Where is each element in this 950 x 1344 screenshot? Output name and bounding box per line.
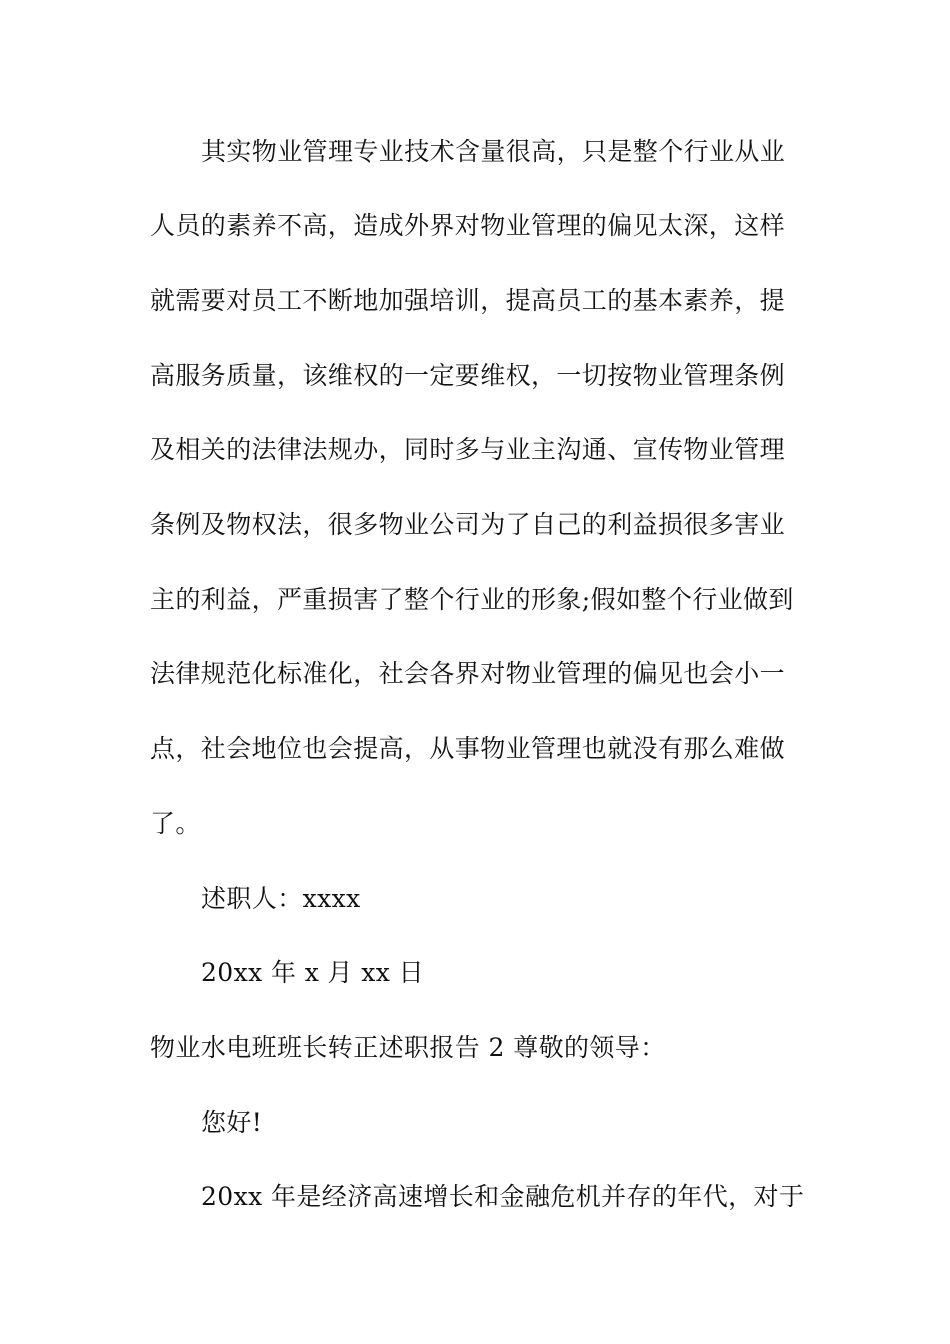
paragraph-line: 20xx 年是经济高速增长和金融危机并存的年代，对于	[201, 1182, 805, 1211]
paragraph-line: 点，社会地位也会提高，从事物业管理也就没有那么难做	[150, 734, 786, 763]
greeting: 您好!	[201, 1108, 263, 1137]
paragraph-line: 了。	[150, 809, 201, 838]
paragraph-line: 人员的素养不高，造成外界对物业管理的偏见太深，这样	[150, 211, 786, 240]
paragraph-line: 条例及物权法，很多物业公司为了自己的利益损很多害业	[150, 510, 786, 539]
signature: 述职人：xxxx	[201, 884, 361, 913]
date-line: 20xx 年 x 月 xx 日	[201, 958, 425, 987]
paragraph-line: 高服务质量，该维权的一定要维权，一切按物业管理条例	[150, 361, 786, 390]
paragraph-line: 法律规范化标准化，社会各界对物业管理的偏见也会小一	[150, 659, 786, 688]
paragraph-line: 就需要对员工不断地加强培训，提高员工的基本素养，提	[150, 286, 786, 315]
paragraph-line: 及相关的法律法规办，同时多与业主沟通、宣传物业管理	[150, 435, 786, 464]
paragraph-line: 其实物业管理专业技术含量很高，只是整个行业从业	[201, 137, 786, 166]
paragraph-line: 主的利益，严重损害了整个行业的形象;假如整个行业做到	[150, 585, 794, 614]
report-heading: 物业水电班班长转正述职报告 2 尊敬的领导：	[150, 1033, 666, 1062]
